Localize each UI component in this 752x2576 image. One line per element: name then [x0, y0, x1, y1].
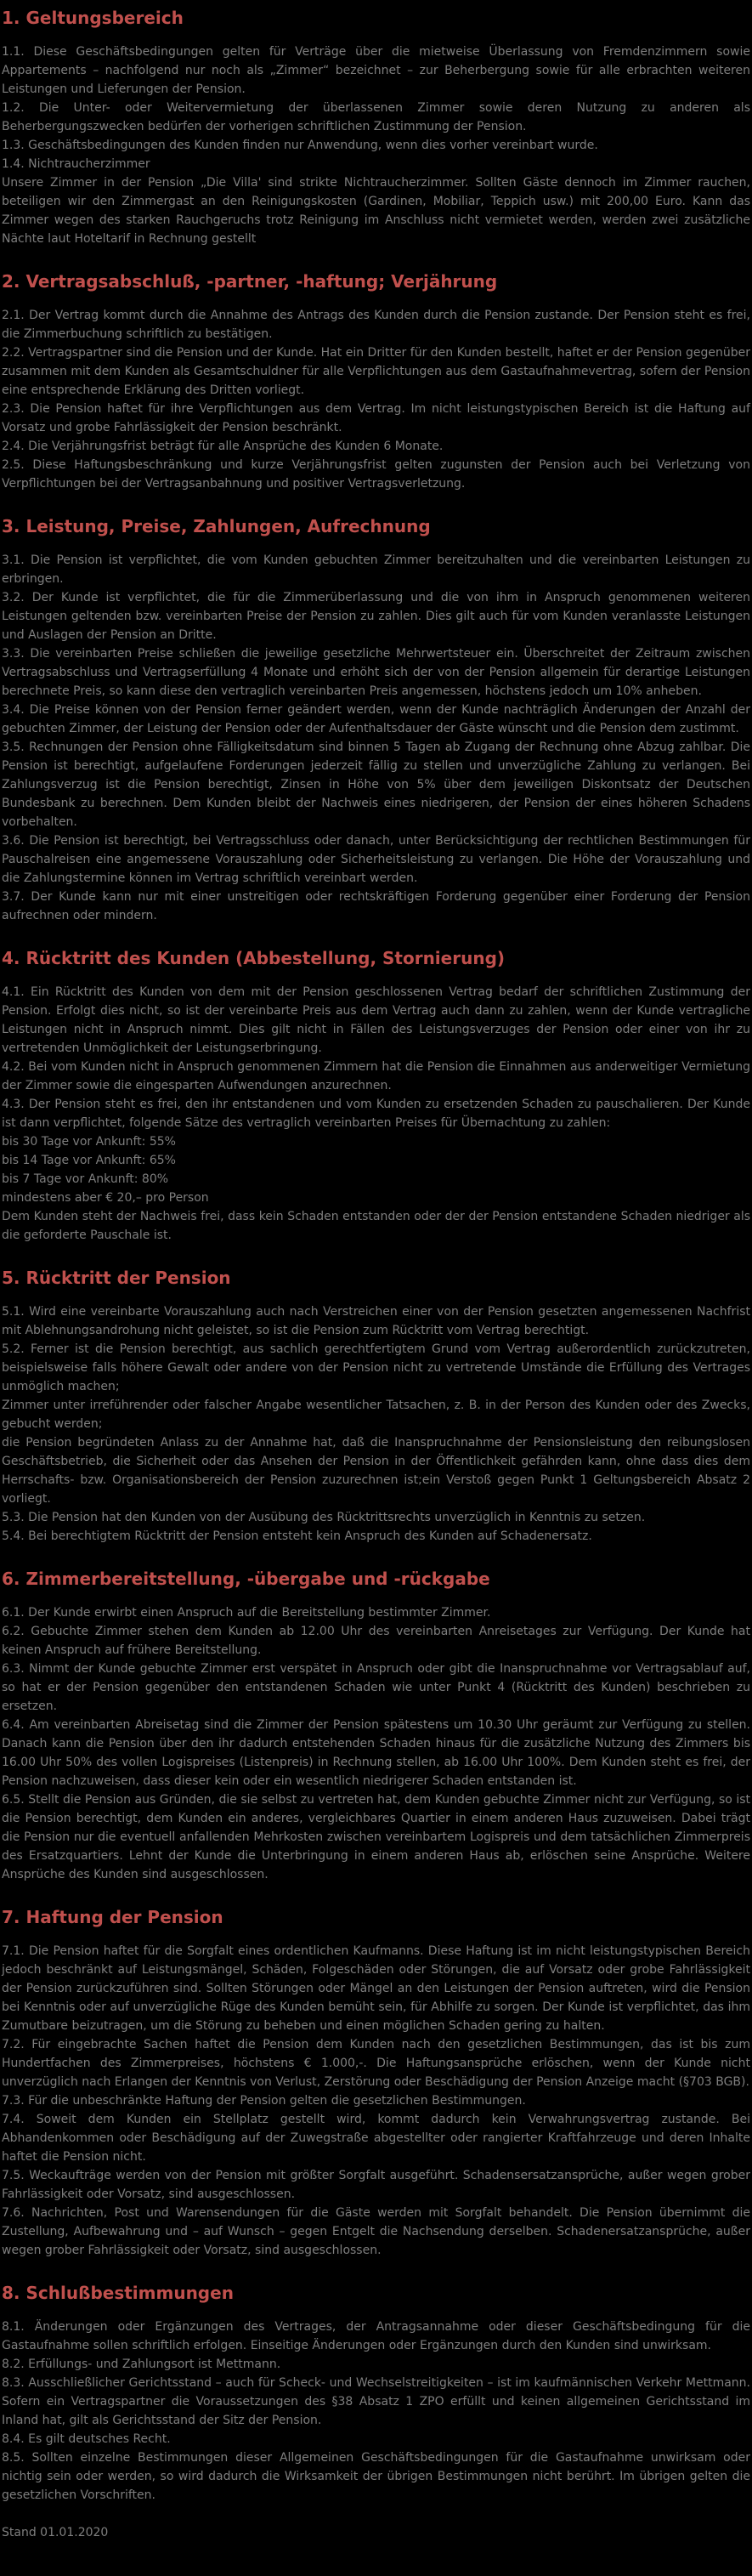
- paragraph: 7.2. Für eingebrachte Sachen haftet die Pension dem Kunden nach den gesetzlichen Bestimmungen, das ist bis zum Hundertfachen des Zimmerpreises, höchstens € 1.000,-. Die Haftungsansprüche erlöschen, wenn der Kunde nicht unverzüglich nach Erlangen der Kenntnis von Verlust, Zerstörung oder Beschädigung der Pension Anzeige macht (§703 BGB).: [2, 2038, 750, 2089]
- paragraph: 3.2. Der Kunde ist verpflichtet, die für die Zimmerüberlassung und die von ihm in Anspruch genommenen weiteren Leistungen geltenden bzw. vereinbarten Preise der Pension zu zahlen. Dies gilt auch für vom Kunden veranlasste Leistungen und Auslagen der Pension an Dritte.: [2, 591, 750, 642]
- paragraph: 4.3. Der Pension steht es frei, den ihr entstandenen und vom Kunden zu ersetzenden Schaden zu pauschalieren. Der Kunde ist dann verpflichtet, folgende Sätze des vertraglich vereinbarten Preises für Übernachtung zu zahlen:: [2, 1098, 750, 1130]
- terms-section: [2, 1267, 750, 1546]
- paragraph: 6.3. Nimmt der Kunde gebuchte Zimmer erst verspätet in Anspruch oder gibt die Inanspruchnahme vor Vertragsablauf auf, so hat er der Pension gegenüber den entstandenen Schaden wie unter Punkt 4 (Rücktritt des Kunden) beschrieben zu ersetzen.: [2, 1662, 750, 1713]
- section-heading: 7. Haftung der Pension: [2, 1907, 223, 1927]
- paragraph: 8.4. Es gilt deutsches Recht.: [2, 2432, 171, 2446]
- paragraph: bis 30 Tage vor Ankunft: 55%: [2, 1135, 176, 1149]
- paragraph: 6.1. Der Kunde erwirbt einen Anspruch auf die Bereitstellung bestimmter Zimmer.: [2, 1606, 491, 1620]
- section-heading: 5. Rücktritt der Pension: [2, 1268, 231, 1288]
- paragraph: 3.6. Die Pension ist berechtigt, bei Vertragsschluss oder danach, unter Berücksichtigung der rechtlichen Bestimmungen für Pauschalreisen eine angemessene Vorauszahlung oder Sicherheitsleistung zu verlangen. Die Höhe der Vorauszahlung und die Zahlungstermine können im Vertrag schriftlich vereinbart werden.: [2, 834, 750, 885]
- paragraph: 5.3. Die Pension hat den Kunden von der Ausübung des Rücktrittsrechts unverzüglich in Kenntnis zu setzen.: [2, 1511, 646, 1524]
- paragraph: 8.3. Ausschließlicher Gerichtsstand – auch für Scheck- und Wechselstreitigkeiten – ist im kaufmännischen Verkehr Mettmann. Sofern ein Vertragspartner die Voraussetzungen des §38 Absatz 1 ZPO erfüllt und keinen allgemeinen Gerichtsstand im Inland hat, gilt als Gerichtsstand der Sitz der Pension.: [2, 2376, 750, 2427]
- paragraph: 8.1. Änderungen oder Ergänzungen des Vertrages, der Antragsannahme oder dieser Geschäftsbedingung für die Gastaufnahme sollen schriftlich erfolgen. Einseitige Änderungen oder Ergänzungen durch den Kunden sind unwirksam.: [2, 2320, 750, 2352]
- paragraph: 6.2. Gebuchte Zimmer stehen dem Kunden ab 12.00 Uhr des vereinbarten Anreisetages zur Verfügung. Der Kunde hat keinen Anspruch auf frühere Bereitstellung.: [2, 1625, 750, 1657]
- paragraph: 2.1. Der Vertrag kommt durch die Annahme des Antrags des Kunden durch die Pension zustande. Der Pension steht es frei, die Zimmerbuchung schriftlich zu bestätigen.: [2, 309, 750, 341]
- paragraph: 7.4. Soweit dem Kunden ein Stellplatz gestellt wird, kommt dadurch kein Verwahrungsvertrag zustande. Bei Abhandenkommen oder Beschädigung auf der Zuwegstraße abgestellter oder rangierter Kraftfahrzeuge und deren Inhalte haftet die Pension nicht.: [2, 2113, 750, 2164]
- paragraph: 2.5. Diese Haftungsbeschränkung und kurze Verjährungsfrist gelten zugunsten der Pension auch bei Verletzung von Verpflichtungen bei der Vertragsanbahnung und positiver Vertragsverletzung.: [2, 458, 750, 491]
- paragraph: 5.4. Bei berechtigtem Rücktritt der Pension entsteht kein Anspruch des Kunden auf Schadenersatz.: [2, 1529, 592, 1543]
- terms-section: [2, 270, 750, 493]
- terms-section: [2, 2282, 750, 2505]
- section-heading: 6. Zimmerbereitstellung, -übergabe und -rückgabe: [2, 1569, 490, 1589]
- paragraph: 7.3. Für die unbeschränkte Haftung der Pension gelten die gesetzlichen Bestimmungen.: [2, 2094, 526, 2108]
- paragraph: 3.3. Die vereinbarten Preise schließen die jeweilige gesetzliche Mehrwertsteuer ein. Überschreitet der Zeitraum zwischen Vertragsabschluss und Vertragserfüllung 4 Monate und erhöht sich der von der Pension allgemein für derartige Leistungen berechnete Preis, so kann diese den vertraglich vereinbarten Preis angemessen, höchstens jedoch um 10% anheben.: [2, 647, 750, 698]
- section-heading: 8. Schlußbestimmungen: [2, 2283, 234, 2303]
- paragraph: 3.1. Die Pension ist verpflichtet, die vom Kunden gebuchten Zimmer bereitzuhalten und die vereinbarten Leistungen zu erbringen.: [2, 553, 750, 586]
- paragraph: 7.6. Nachrichten, Post und Warensendungen für die Gäste werden mit Sorgfalt behandelt. Die Pension übernimmt die Zustellung, Aufbewahrung und – auf Wunsch – gegen Entgelt die Nachsendung derselben. Schadenersatzansprüche, außer wegen grober Fahrlässigkeit oder Vorsatz, sind ausgeschlossen.: [2, 2206, 750, 2257]
- terms-section: [2, 1568, 750, 1884]
- section-heading: 1. Geltungsbereich: [2, 8, 184, 28]
- paragraph: 1.3. Geschäftsbedingungen des Kunden finden nur Anwendung, wenn dies vorher vereinbart wurde.: [2, 139, 598, 152]
- paragraph: 4.2. Bei vom Kunden nicht in Anspruch genommenen Zimmern hat die Pension die Einnahmen aus anderweitiger Vermietung der Zimmer sowie die eingesparten Aufwendungen anzurechnen.: [2, 1060, 750, 1092]
- paragraph: 5.2. Ferner ist die Pension berechtigt, aus sachlich gerechtfertigtem Grund vom Vertrag außerordentlich zurückzutreten, beispielsweise falls höhere Gewalt oder andere von der Pension nicht zu vertretende Umstände die Erfüllung des Vertrages unmöglich machen;: [2, 1342, 750, 1393]
- paragraph: Unsere Zimmer in der Pension „Die Villa' sind strikte Nichtraucherzimmer. Sollten Gäste dennoch im Zimmer rauchen, beteiligen wir den Zimmergast an den Reinigungskosten (Gardinen, Mobiliar, Teppich usw.) mit 200,00 Euro. Kann das Zimmer wegen des starken Rauchgeruchs trotz Reinigung im Anschluss nicht vermietet werden, werden zwei zusätzliche Nächte laut Hoteltarif in Rechnung gestellt: [2, 176, 750, 246]
- paragraph: 6.5. Stellt die Pension aus Gründen, die sie selbst zu vertreten hat, dem Kunden gebuchte Zimmer nicht zur Verfügung, so ist die Pension berechtigt, dem Kunden ein anderes, vergleichbares Quartier in einem anderen Haus zuzuweisen. Dabei trägt die Pension nur die eventuell anfallenden Mehrkosten zwischen vereinbartem Logispreis und dem tatsächlichen Zimmerpreis des Ersatzquartiers. Lehnt der Kunde die Unterbringung in einem anderen Haus ab, erlöschen seine Ansprüche. Weitere Ansprüche des Kunden sind ausgeschlossen.: [2, 1793, 750, 1881]
- paragraph: bis 14 Tage vor Ankunft: 65%: [2, 1154, 176, 1167]
- section-heading: 2. Vertragsabschluß, -partner, -haftung; Verjährung: [2, 271, 498, 292]
- paragraph: 7.5. Weckaufträge werden von der Pension mit größter Sorgfalt ausgeführt. Schadensersatzansprüche, außer wegen grober Fahrlässigkeit oder Vorsatz, sind ausgeschlossen.: [2, 2169, 750, 2201]
- document-date: Stand 01.01.2020: [2, 2526, 109, 2539]
- paragraph: 1.1. Diese Geschäftsbedingungen gelten für Verträge über die mietweise Überlassung von Fremdenzimmern sowie Appartements – nachfolgend nur noch als „Zimmer“ bezeichnet – zur Beherbergung sowie für alle erbrachten weiteren Leistungen und Lieferungen der Pension.: [2, 45, 750, 96]
- paragraph: 8.5. Sollten einzelne Bestimmungen dieser Allgemeinen Geschäftsbedingungen für die Gastaufnahme unwirksam oder nichtig sein oder werden, so wird dadurch die Wirksamkeit der übrigen Bestimmungen nicht berührt. Im übrigen gelten die gesetzlichen Vorschriften.: [2, 2451, 750, 2502]
- paragraph: 1.2. Die Unter- oder Weitervermietung der überlassenen Zimmer sowie deren Nutzung zu anderen als Beherbergungszwecken bedürfen der vorherigen schriftlichen Zustimmung der Pension.: [2, 101, 750, 133]
- paragraph: 2.3. Die Pension haftet für ihre Verpflichtungen aus dem Vertrag. Im nicht leistungstypischen Bereich ist die Haftung auf Vorsatz und grobe Fahrlässigkeit der Pension beschränkt.: [2, 402, 750, 434]
- paragraph: die Pension begründeten Anlass zu der Annahme hat, daß die Inanspruchnahme der Pensionsleistung den reibungslosen Geschäftsbetrieb, die Sicherheit oder das Ansehen der Pension in der Öffentlichkeit gefährden kann, ohne dass dies dem Herrschafts- bzw. Organisationsbereich der Pension zuzurechnen ist;ein Verstoß gegen Punkt 1 Geltungsbereich Absatz 2 vorliegt.: [2, 1436, 750, 1506]
- paragraph: 8.2. Erfüllungs- und Zahlungsort ist Mettmann.: [2, 2358, 281, 2371]
- paragraph: mindestens aber € 20,– pro Person: [2, 1191, 209, 1205]
- paragraph: 3.7. Der Kunde kann nur mit einer unstreitigen oder rechtskräftigen Forderung gegenüber einer Forderung der Pension aufrechnen oder mindern.: [2, 890, 750, 922]
- paragraph: bis 7 Tage vor Ankunft: 80%: [2, 1172, 169, 1186]
- section-heading: 4. Rücktritt des Kunden (Abbestellung, Stornierung): [2, 948, 506, 968]
- paragraph: 6.4. Am vereinbarten Abreisetag sind die Zimmer der Pension spätestens um 10.30 Uhr geräumt zur Verfügung zu stellen. Danach kann die Pension über den ihr dadurch entstehenden Schaden hinaus für die zusätzliche Nutzung des Zimmers bis 16.00 Uhr 50% des vollen Logispreises (Listenpreis) in Rechnung stellen, ab 16.00 Uhr 100%. Dem Kunden steht es frei, der Pension nachzuweisen, dass dieser kein oder ein wesentlich niedrigerer Schaden entstanden ist.: [2, 1718, 750, 1788]
- paragraph: 1.4. Nichtraucherzimmer: [2, 157, 150, 171]
- paragraph: 3.5. Rechnungen der Pension ohne Fälligkeitsdatum sind binnen 5 Tagen ab Zugang der Rechnung ohne Abzug zahlbar. Die Pension ist berechtigt, aufgelaufene Forderungen jederzeit fällig zu stellen und unverzügliche Zahlung zu verlangen. Bei Zahlungsverzug ist die Pension berechtigt, Zinsen in Höhe von 5% über dem jeweiligen Diskontsatz der Deutschen Bundesbank zu berechnen. Dem Kunden bleibt der Nachweis eines niedrigeren, der Pension der eines höheren Schadens vorbehalten.: [2, 740, 750, 829]
- paragraph: 2.2. Vertragspartner sind die Pension und der Kunde. Hat ein Dritter für den Kunden bestellt, haftet er der Pension gegenüber zusammen mit dem Kunden als Gesamtschuldner für alle Verpflichtungen aus dem Gastaufnahmevertrag, sofern der Pension eine entsprechende Erklärung des Dritten vorliegt.: [2, 346, 750, 397]
- terms-document: [2, 7, 750, 2505]
- paragraph: 3.4. Die Preise können von der Pension ferner geändert werden, wenn der Kunde nachträglich Änderungen der Anzahl der gebuchten Zimmer, der Leistung der Pension oder der Aufenthaltsdauer der Gäste wünscht und die Pension dem zustimmt.: [2, 703, 750, 735]
- paragraph: 5.1. Wird eine vereinbarte Vorauszahlung auch nach Verstreichen einer von der Pension gesetzten angemessenen Nachfrist mit Ablehnungsandrohung nicht geleistet, so ist die Pension zum Rücktritt vom Vertrag berechtigt.: [2, 1305, 750, 1337]
- paragraph: 4.1. Ein Rücktritt des Kunden von dem mit der Pension geschlossenen Vertrag bedarf der schriftlichen Zustimmung der Pension. Erfolgt dies nicht, so ist der vereinbarte Preis aus dem Vertrag auch dann zu zahlen, wenn der Kunde vertragliche Leistungen nicht in Anspruch nimmt. Dies gilt nicht in Fällen des Leistungsverzuges der Pension oder einer von ihr zu vertretenden Unmöglichkeit der Leistungserbringung.: [2, 985, 750, 1055]
- section-heading: 3. Leistung, Preise, Zahlungen, Aufrechnung: [2, 516, 431, 536]
- terms-section: [2, 1906, 750, 2260]
- paragraph: Dem Kunden steht der Nachweis frei, dass kein Schaden entstanden oder der der Pension entstandene Schaden niedriger als die geforderte Pauschale ist.: [2, 1210, 750, 1242]
- terms-section: [2, 7, 750, 248]
- terms-section: [2, 515, 750, 925]
- terms-section: [2, 947, 750, 1245]
- paragraph: 2.4. Die Verjährungsfrist beträgt für alle Ansprüche des Kunden 6 Monate.: [2, 440, 444, 453]
- paragraph: 7.1. Die Pension haftet für die Sorgfalt eines ordentlichen Kaufmanns. Diese Haftung ist im nicht leistungstypischen Bereich jedoch beschränkt auf Leistungsmängel, Schäden, Folgeschäden oder Störungen, die auf Vorsatz oder grobe Fahrlässigkeit der Pension zurückzuführen sind. Sollten Störungen oder Mängel an den Leistungen der Pension auftreten, wird die Pension bei Kenntnis oder auf unverzügliche Rüge des Kunden bemüht sein, für Abhilfe zu sorgen. Der Kunde ist verpflichtet, das ihm Zumutbare beizutragen, um die Störung zu beheben und einen möglichen Schaden gering zu halten.: [2, 1944, 750, 2033]
- paragraph: Zimmer unter irreführender oder falscher Angabe wesentlicher Tatsachen, z. B. in der Person des Kunden oder des Zwecks, gebucht werden;: [2, 1399, 750, 1431]
